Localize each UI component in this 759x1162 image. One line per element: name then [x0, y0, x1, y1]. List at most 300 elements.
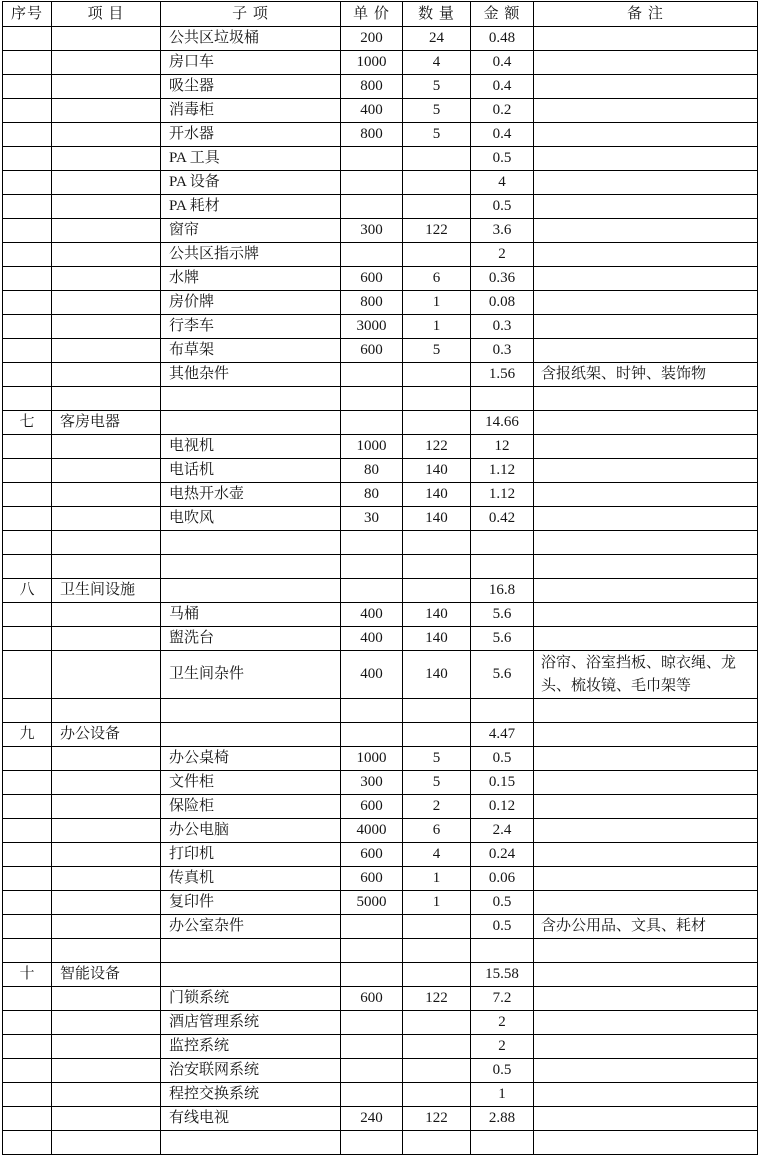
cell-qty: 1	[403, 291, 471, 315]
cell-price: 800	[341, 75, 403, 99]
cell-item	[52, 555, 161, 579]
cell-amount: 0.3	[471, 339, 534, 363]
cell-item	[52, 195, 161, 219]
item-row	[3, 219, 758, 243]
cell-note	[534, 819, 758, 843]
cell-price: 300	[341, 219, 403, 243]
cell-no	[3, 1035, 52, 1059]
cell-item	[52, 1059, 161, 1083]
cell-amount: 0.36	[471, 267, 534, 291]
cell-sub	[161, 555, 341, 579]
cell-sub: 行李车	[161, 315, 341, 339]
cell-no	[3, 1011, 52, 1035]
item-row	[3, 819, 758, 843]
cell-amount: 0.5	[471, 1059, 534, 1083]
cell-item	[52, 987, 161, 1011]
cell-note	[534, 51, 758, 75]
cell-price: 600	[341, 867, 403, 891]
cell-amount	[471, 939, 534, 963]
cell-sub: 马桶	[161, 603, 341, 627]
item-row	[3, 171, 758, 195]
cell-amount: 1.56	[471, 363, 534, 387]
cell-sub: PA 设备	[161, 171, 341, 195]
cell-note	[534, 699, 758, 723]
cell-sub	[161, 411, 341, 435]
cell-price	[341, 1131, 403, 1155]
cell-price: 1000	[341, 51, 403, 75]
cell-item	[52, 243, 161, 267]
cell-qty: 140	[403, 459, 471, 483]
item-row	[3, 483, 758, 507]
cell-note	[534, 891, 758, 915]
cell-note	[534, 555, 758, 579]
cell-amount: 2	[471, 243, 534, 267]
cell-sub: 卫生间杂件	[161, 651, 341, 699]
cell-amount: 0.5	[471, 915, 534, 939]
cell-qty	[403, 1035, 471, 1059]
cell-sub: 公共区指示牌	[161, 243, 341, 267]
cell-no	[3, 435, 52, 459]
cell-qty	[403, 1011, 471, 1035]
cell-qty: 4	[403, 51, 471, 75]
cell-item	[52, 123, 161, 147]
cell-qty: 5	[403, 123, 471, 147]
item-row	[3, 243, 758, 267]
cell-sub: 布草架	[161, 339, 341, 363]
cell-amount: 0.06	[471, 867, 534, 891]
item-row	[3, 459, 758, 483]
cell-amount: 5.6	[471, 651, 534, 699]
item-row	[3, 315, 758, 339]
cell-amount: 4.47	[471, 723, 534, 747]
cell-qty: 1	[403, 891, 471, 915]
cell-no	[3, 819, 52, 843]
cell-item	[52, 51, 161, 75]
cell-note	[534, 795, 758, 819]
cell-sub	[161, 963, 341, 987]
item-row	[3, 507, 758, 531]
cell-no: 七	[3, 411, 52, 435]
item-row	[3, 27, 758, 51]
cell-no	[3, 1131, 52, 1155]
cell-no	[3, 1083, 52, 1107]
cell-qty	[403, 1131, 471, 1155]
item-row	[3, 363, 758, 387]
cell-sub: 酒店管理系统	[161, 1011, 341, 1035]
item-row	[3, 1107, 758, 1131]
cell-no	[3, 243, 52, 267]
cell-price: 600	[341, 267, 403, 291]
cell-price: 5000	[341, 891, 403, 915]
cell-qty: 1	[403, 315, 471, 339]
cell-note	[534, 75, 758, 99]
cell-price	[341, 387, 403, 411]
cell-note	[534, 771, 758, 795]
cell-note	[534, 747, 758, 771]
cell-no	[3, 99, 52, 123]
cell-qty	[403, 1059, 471, 1083]
cell-qty: 122	[403, 1107, 471, 1131]
header-quantity: 数 量	[403, 2, 471, 27]
cell-sub: 房口车	[161, 51, 341, 75]
cell-qty	[403, 531, 471, 555]
header-unit-price: 单 价	[341, 2, 403, 27]
header-amount: 金 额	[471, 2, 534, 27]
cell-note: 含办公用品、文具、耗材	[534, 915, 758, 939]
cell-price	[341, 579, 403, 603]
cell-qty	[403, 363, 471, 387]
cell-qty	[403, 699, 471, 723]
cell-qty: 5	[403, 99, 471, 123]
cell-price	[341, 363, 403, 387]
cell-sub	[161, 1131, 341, 1155]
cell-amount	[471, 555, 534, 579]
cell-amount: 16.8	[471, 579, 534, 603]
cell-note	[534, 411, 758, 435]
cell-amount: 2	[471, 1011, 534, 1035]
cell-qty: 140	[403, 603, 471, 627]
cell-amount: 15.58	[471, 963, 534, 987]
cell-sub	[161, 531, 341, 555]
cell-item: 智能设备	[52, 963, 161, 987]
cell-note	[534, 579, 758, 603]
cell-amount: 0.2	[471, 99, 534, 123]
cell-item	[52, 699, 161, 723]
cell-item	[52, 387, 161, 411]
cell-no	[3, 147, 52, 171]
cell-amount: 1.12	[471, 483, 534, 507]
cell-no	[3, 531, 52, 555]
cell-qty: 140	[403, 627, 471, 651]
cell-item: 办公设备	[52, 723, 161, 747]
cell-item	[52, 171, 161, 195]
cell-sub: 开水器	[161, 123, 341, 147]
cell-qty	[403, 579, 471, 603]
cell-note: 含报纸架、时钟、装饰物	[534, 363, 758, 387]
cell-item	[52, 267, 161, 291]
cell-no	[3, 627, 52, 651]
cell-note	[534, 1035, 758, 1059]
cell-sub: 门锁系统	[161, 987, 341, 1011]
cell-qty	[403, 939, 471, 963]
cell-qty	[403, 723, 471, 747]
cell-sub: 水牌	[161, 267, 341, 291]
cell-price: 400	[341, 627, 403, 651]
cell-no	[3, 27, 52, 51]
cell-note	[534, 963, 758, 987]
cell-price	[341, 915, 403, 939]
cell-sub	[161, 699, 341, 723]
cell-sub: 治安联网系统	[161, 1059, 341, 1083]
cell-amount: 7.2	[471, 987, 534, 1011]
cell-amount: 0.5	[471, 195, 534, 219]
cell-amount: 5.6	[471, 627, 534, 651]
cell-item	[52, 459, 161, 483]
cell-note	[534, 1131, 758, 1155]
cell-price: 4000	[341, 819, 403, 843]
cell-price	[341, 195, 403, 219]
spacer-row	[3, 387, 758, 411]
cell-price	[341, 555, 403, 579]
item-row	[3, 891, 758, 915]
cell-note	[534, 603, 758, 627]
cell-note	[534, 387, 758, 411]
cell-price: 600	[341, 987, 403, 1011]
cell-price: 800	[341, 123, 403, 147]
header-sub-item: 子 项	[161, 2, 341, 27]
cell-note	[534, 1083, 758, 1107]
cell-no	[3, 387, 52, 411]
cell-price	[341, 963, 403, 987]
cell-qty: 5	[403, 771, 471, 795]
cell-note	[534, 27, 758, 51]
cell-note	[534, 171, 758, 195]
cell-qty: 122	[403, 987, 471, 1011]
section-row	[3, 963, 758, 987]
cell-note	[534, 1107, 758, 1131]
cell-qty	[403, 147, 471, 171]
cell-qty: 4	[403, 843, 471, 867]
cell-qty: 122	[403, 435, 471, 459]
cell-amount: 1	[471, 1083, 534, 1107]
cell-price: 800	[341, 291, 403, 315]
item-row	[3, 987, 758, 1011]
cell-item	[52, 483, 161, 507]
cell-sub: 打印机	[161, 843, 341, 867]
cell-qty	[403, 1083, 471, 1107]
item-row	[3, 195, 758, 219]
cell-no	[3, 363, 52, 387]
cell-note	[534, 195, 758, 219]
cell-amount	[471, 531, 534, 555]
cell-note	[534, 987, 758, 1011]
table-body	[3, 27, 758, 1155]
cell-item	[52, 771, 161, 795]
spacer-row	[3, 531, 758, 555]
cell-qty: 122	[403, 219, 471, 243]
cell-qty	[403, 411, 471, 435]
cell-no	[3, 555, 52, 579]
cell-no	[3, 795, 52, 819]
header-serial-number: 序号	[3, 2, 52, 27]
item-row	[3, 1059, 758, 1083]
cell-amount	[471, 1131, 534, 1155]
cell-item	[52, 1011, 161, 1035]
cell-no	[3, 171, 52, 195]
cell-item	[52, 891, 161, 915]
cell-qty: 24	[403, 27, 471, 51]
cell-amount: 0.15	[471, 771, 534, 795]
cell-price	[341, 147, 403, 171]
cell-note	[534, 243, 758, 267]
cell-qty	[403, 243, 471, 267]
cell-note	[534, 843, 758, 867]
cell-note	[534, 219, 758, 243]
cell-amount: 0.5	[471, 147, 534, 171]
cell-no	[3, 891, 52, 915]
cell-sub: 办公桌椅	[161, 747, 341, 771]
cell-price: 400	[341, 651, 403, 699]
cell-note	[534, 435, 758, 459]
item-row	[3, 867, 758, 891]
cell-item	[52, 75, 161, 99]
cell-item	[52, 363, 161, 387]
cell-amount: 2	[471, 1035, 534, 1059]
item-row	[3, 99, 758, 123]
cell-sub: 电视机	[161, 435, 341, 459]
cell-note	[534, 291, 758, 315]
cell-sub: 电话机	[161, 459, 341, 483]
cell-sub: 复印件	[161, 891, 341, 915]
section-row	[3, 411, 758, 435]
cell-item	[52, 819, 161, 843]
cell-amount: 2.88	[471, 1107, 534, 1131]
cell-price	[341, 1083, 403, 1107]
spacer-row	[3, 1131, 758, 1155]
cell-sub: 文件柜	[161, 771, 341, 795]
cell-amount: 0.08	[471, 291, 534, 315]
cell-qty: 6	[403, 819, 471, 843]
cell-sub: PA 工具	[161, 147, 341, 171]
cell-amount: 2.4	[471, 819, 534, 843]
cell-no	[3, 291, 52, 315]
cell-note	[534, 939, 758, 963]
item-row	[3, 1011, 758, 1035]
spacer-row	[3, 699, 758, 723]
cell-note	[534, 339, 758, 363]
cell-note	[534, 483, 758, 507]
cell-qty: 1	[403, 867, 471, 891]
cell-amount: 0.4	[471, 75, 534, 99]
cell-amount: 0.12	[471, 795, 534, 819]
cell-price: 600	[341, 339, 403, 363]
item-row	[3, 435, 758, 459]
cell-note	[534, 147, 758, 171]
cell-no	[3, 987, 52, 1011]
cell-no	[3, 843, 52, 867]
cell-no	[3, 123, 52, 147]
spacer-row	[3, 939, 758, 963]
item-row	[3, 651, 758, 699]
item-row	[3, 1035, 758, 1059]
cell-qty: 140	[403, 483, 471, 507]
cell-amount: 0.3	[471, 315, 534, 339]
cell-sub: 电热开水壶	[161, 483, 341, 507]
cell-no	[3, 315, 52, 339]
cell-no	[3, 1059, 52, 1083]
cell-item	[52, 1083, 161, 1107]
cell-no	[3, 1107, 52, 1131]
cell-qty: 5	[403, 339, 471, 363]
cell-sub: 公共区垃圾桶	[161, 27, 341, 51]
cell-amount: 0.5	[471, 747, 534, 771]
cell-amount: 5.6	[471, 603, 534, 627]
cell-no	[3, 699, 52, 723]
item-row	[3, 51, 758, 75]
cell-item	[52, 1107, 161, 1131]
cell-sub: 有线电视	[161, 1107, 341, 1131]
cell-note	[534, 627, 758, 651]
cell-sub: 办公电脑	[161, 819, 341, 843]
item-row	[3, 267, 758, 291]
cell-price	[341, 531, 403, 555]
cell-price: 3000	[341, 315, 403, 339]
cell-price: 600	[341, 795, 403, 819]
cell-no	[3, 915, 52, 939]
cell-price	[341, 699, 403, 723]
cell-qty	[403, 555, 471, 579]
cell-sub: 电吹风	[161, 507, 341, 531]
cell-item: 客房电器	[52, 411, 161, 435]
cell-amount: 0.4	[471, 123, 534, 147]
item-row	[3, 123, 758, 147]
cell-item	[52, 1131, 161, 1155]
cell-item	[52, 291, 161, 315]
cell-price	[341, 171, 403, 195]
cell-no: 八	[3, 579, 52, 603]
cell-price: 1000	[341, 747, 403, 771]
cell-no	[3, 603, 52, 627]
cell-sub: 保险柜	[161, 795, 341, 819]
header-remarks: 备 注	[534, 2, 758, 27]
cell-item	[52, 867, 161, 891]
cell-qty: 5	[403, 747, 471, 771]
cell-amount	[471, 387, 534, 411]
cell-item	[52, 795, 161, 819]
cell-item	[52, 147, 161, 171]
cell-sub: 办公室杂件	[161, 915, 341, 939]
cell-price	[341, 411, 403, 435]
item-row	[3, 771, 758, 795]
cell-no	[3, 75, 52, 99]
cell-qty: 140	[403, 651, 471, 699]
cell-note	[534, 507, 758, 531]
cell-amount: 0.24	[471, 843, 534, 867]
cell-amount	[471, 699, 534, 723]
cell-no	[3, 267, 52, 291]
cell-price: 1000	[341, 435, 403, 459]
item-row	[3, 603, 758, 627]
cell-qty: 5	[403, 75, 471, 99]
cell-no	[3, 939, 52, 963]
cell-no	[3, 339, 52, 363]
cell-item	[52, 99, 161, 123]
cell-note	[534, 531, 758, 555]
cell-note	[534, 267, 758, 291]
cell-price	[341, 243, 403, 267]
cell-price: 240	[341, 1107, 403, 1131]
cell-item	[52, 603, 161, 627]
cell-price	[341, 723, 403, 747]
cell-sub: 吸尘器	[161, 75, 341, 99]
cell-sub: 程控交换系统	[161, 1083, 341, 1107]
cell-item	[52, 219, 161, 243]
cell-no	[3, 867, 52, 891]
cell-price	[341, 939, 403, 963]
cell-item	[52, 1035, 161, 1059]
cell-amount: 12	[471, 435, 534, 459]
cell-sub: 房价牌	[161, 291, 341, 315]
section-row	[3, 723, 758, 747]
cell-qty	[403, 963, 471, 987]
cell-note	[534, 1011, 758, 1035]
item-row	[3, 339, 758, 363]
cell-amount: 14.66	[471, 411, 534, 435]
cell-price: 80	[341, 483, 403, 507]
cell-note: 浴帘、浴室挡板、晾衣绳、龙头、梳妆镜、毛巾架等	[534, 651, 758, 699]
cell-item	[52, 747, 161, 771]
item-row	[3, 843, 758, 867]
